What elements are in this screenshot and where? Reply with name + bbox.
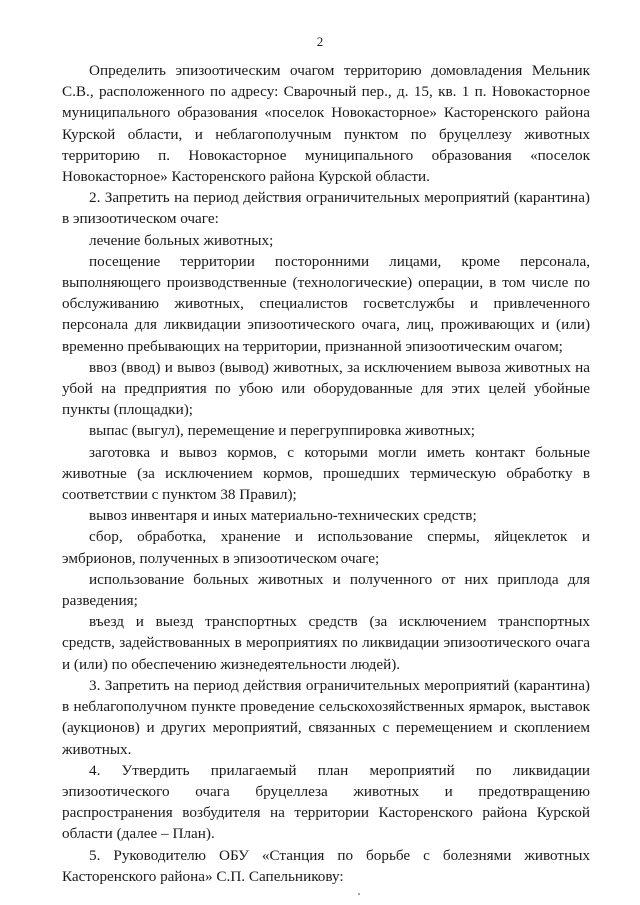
paragraph-semen-ban: сбор, обработка, хранение и использование спермы, яйцеклеток и эмбрионов, полученных в эпизоотическом очаге; bbox=[62, 528, 590, 567]
scan-speck bbox=[358, 893, 360, 895]
paragraph-grazing-ban: выпас (выгул), перемещение и перегруппировка животных; bbox=[89, 422, 476, 440]
paragraph-feed-ban: заготовка и вывоз кормов, с которыми могли иметь контакт больные животные (за исключением кормов, прошедших термическую обработку в соответствии с пунктом 38 Правил); bbox=[62, 443, 590, 504]
paragraph-item-3: 3. Запретить на период действия ограничительных мероприятий (карантина) в неблагополучном пункте проведение сельскохозяйственных ярмарок, выставок (аукционов) и других мероприятий, связанных с перемещением и скоплением животных. bbox=[62, 676, 590, 758]
paragraph-epizootic-focus: Определить эпизоотическим очагом территорию домовладения Мельник С.В., расположенного по адресу: Сварочный пер., д. 15, кв. 1 п. Новокасторное муниципального образования «поселок Новокасторное» Касторенского района Курской области, и неблагополучным пунктом по бруцеллезу животных территорию п. Новокасторное муниципального образования «поселок Новокасторное» Касторенского района Курской области. bbox=[62, 62, 590, 186]
document-body bbox=[62, 60, 590, 887]
paragraph-item-4: 4. Утвердить прилагаемый план мероприятий по ликвидации эпизоотического очага бруцеллеза животных и предотвращению распространения возбудителя на территории Касторенского района Курской области (далее – План). bbox=[62, 761, 590, 843]
paragraph-inventory-ban: вывоз инвентаря и иных материально-технических средств; bbox=[89, 507, 477, 525]
paragraph-breeding-ban: использование больных животных и полученного от них приплода для разведения; bbox=[62, 570, 590, 610]
paragraph-vehicle-ban: въезд и выезд транспортных средств (за исключением транспортных средств, задействованных в мероприятиях по ликвидации эпизоотического очага и (или) по обеспечению жизнедеятельности людей). bbox=[62, 613, 590, 673]
paragraph-item-2: 2. Запретить на период действия ограничительных мероприятий (карантина) в эпизоотическом очаге: bbox=[62, 189, 590, 228]
paragraph-animal-movement-ban: ввоз (ввод) и вывоз (вывод) животных, за исключением вывоза животных на убой на предприятия по убою или оборудованные для этих целей убойные пункты (площадки); bbox=[62, 358, 590, 419]
page-number: 2 bbox=[316, 34, 324, 49]
paragraph-visit-ban: посещение территории посторонними лицами, кроме персонала, выполняющего производственные (технологические) операции, в том числе по обслуживанию животных, специалистов госветслужбы и привлеченного персонала для ликвидации эпизоотического очага, лиц, проживающих и (или) временно пребывающих на территории, признанной эпизоотическим очагом; bbox=[62, 252, 590, 355]
paragraph-item-5: 5. Руководителю ОБУ «Станция по борьбе с болезнями животных Касторенского района» С.П. Сапельникову: bbox=[62, 846, 590, 885]
paragraph-treatment-ban: лечение больных животных; bbox=[89, 231, 274, 249]
